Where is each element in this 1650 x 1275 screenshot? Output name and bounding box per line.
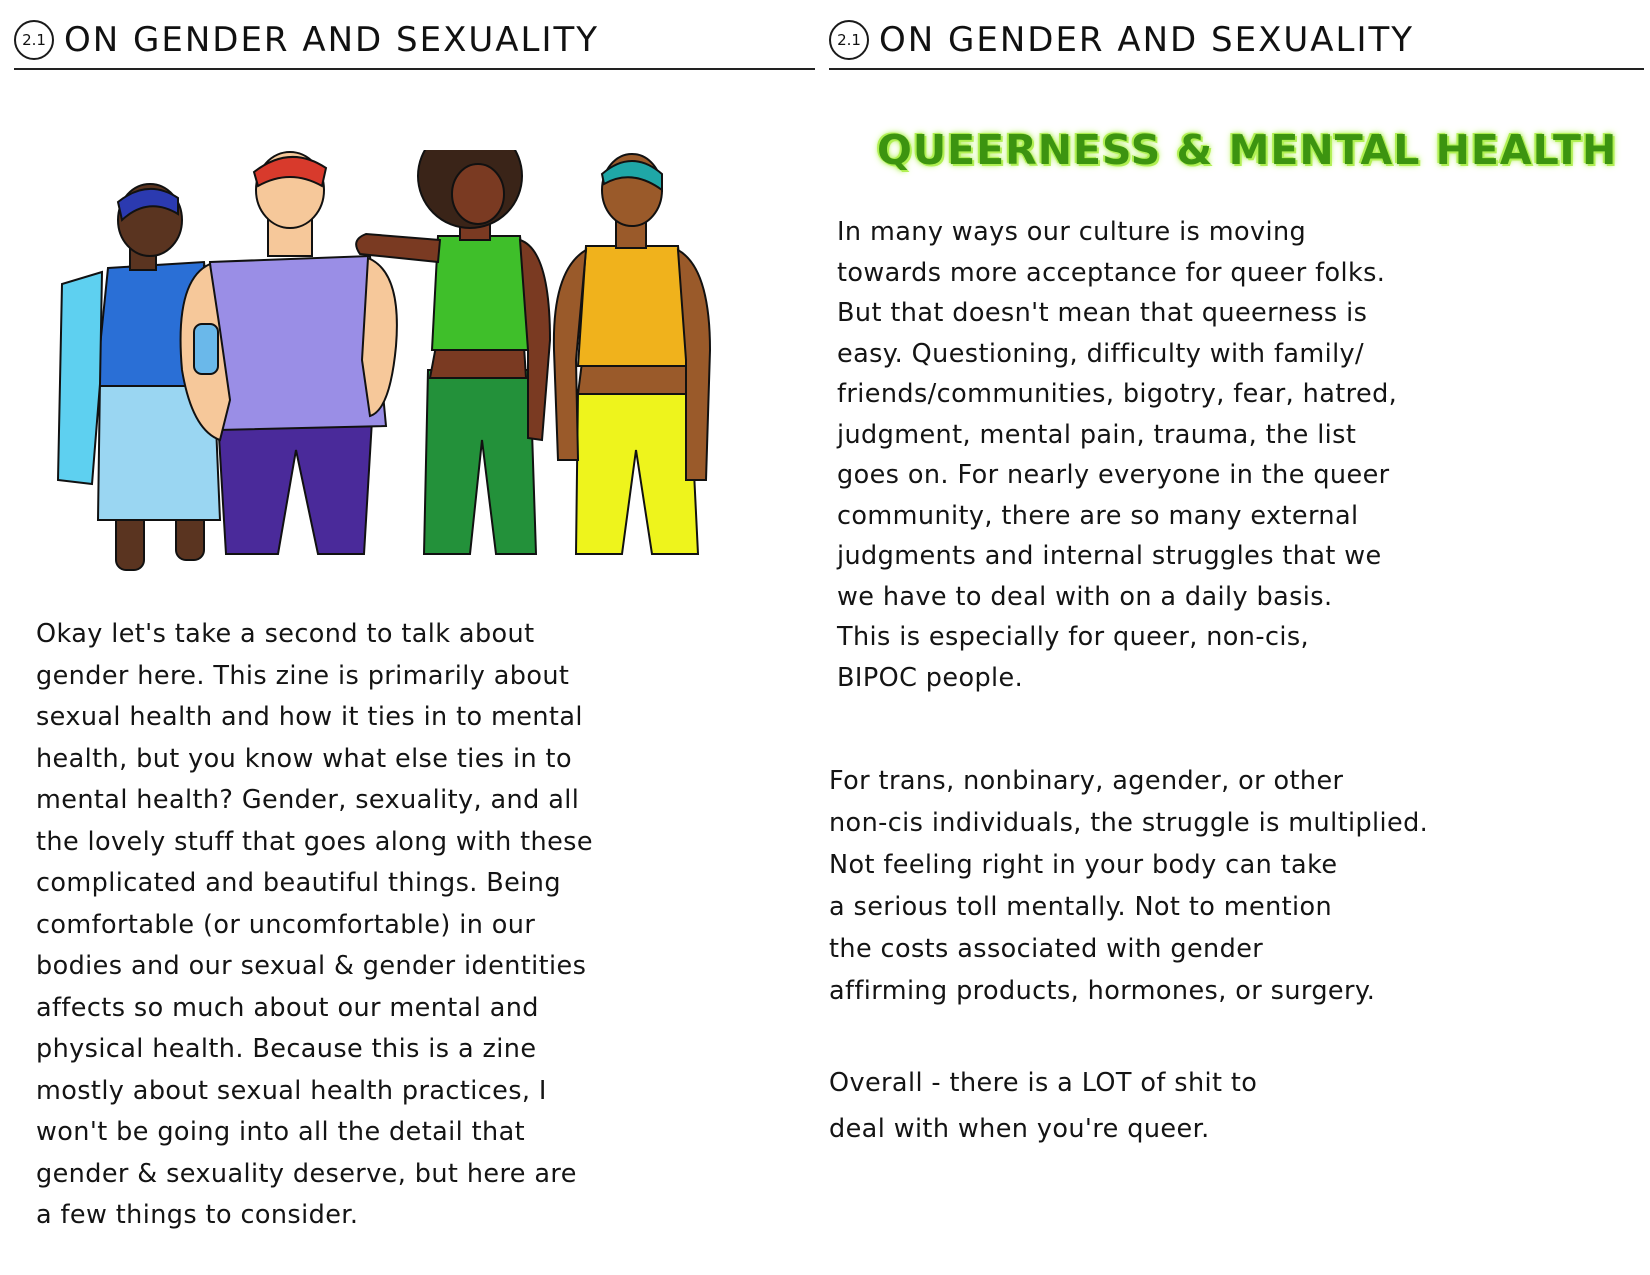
section-number-badge: 2.1: [829, 20, 869, 60]
article-title: QUEERNESS & MENTAL HEALTH: [877, 126, 1618, 174]
four-people-illustration: [50, 150, 770, 590]
person-4-figure: [554, 154, 710, 554]
right-page-header: [829, 12, 1644, 70]
queerness-paragraph: In many ways our culture is moving towards more acceptance for queer folks. But that doesn't mean that queerness is easy. Questioning, difficulty with family/ friends/communities, bigotry, fear, hatred, judgment, mental pain, trauma, the list goes on. For nearly everyone in the queer community, there are so many external judgments and internal struggles that we we have to deal with on a daily basis. This is especially for queer, non-cis, BIPOC people.: [837, 217, 1398, 693]
right-page: [825, 0, 1650, 1275]
overall-paragraph: Overall - there is a LOT of shit to deal with when you're queer.: [829, 1068, 1258, 1144]
section-title: ON GENDER AND SEXUALITY: [879, 20, 1415, 60]
left-page-header: [14, 12, 815, 70]
section-title: ON GENDER AND SEXUALITY: [64, 20, 600, 60]
section-number-badge: 2.1: [14, 20, 54, 60]
non-cis-paragraph: For trans, nonbinary, agender, or other non-cis individuals, the struggle is multiplied. Not feeling right in your body can take a serious toll mentally. Not to mention the costs associated with gender affirming products, hormones, or surgery.: [829, 766, 1429, 1006]
intro-paragraph: Okay let's take a second to talk about gender here. This zine is primarily about sexual health and how it ties in to mental health, but you know what else ties in to mental health? Gender, sexuality, and all the lovely stuff that goes along with these complicated and beautiful things. Being comfortable (or uncomfortable) in our bodies and our sexual & gender identities affects so much about our mental and physical health. Because this is a zine mostly about sexual health practices, I won't be going into all the detail that gender & sexuality deserve, but here are a few things to consider.: [36, 619, 593, 1230]
